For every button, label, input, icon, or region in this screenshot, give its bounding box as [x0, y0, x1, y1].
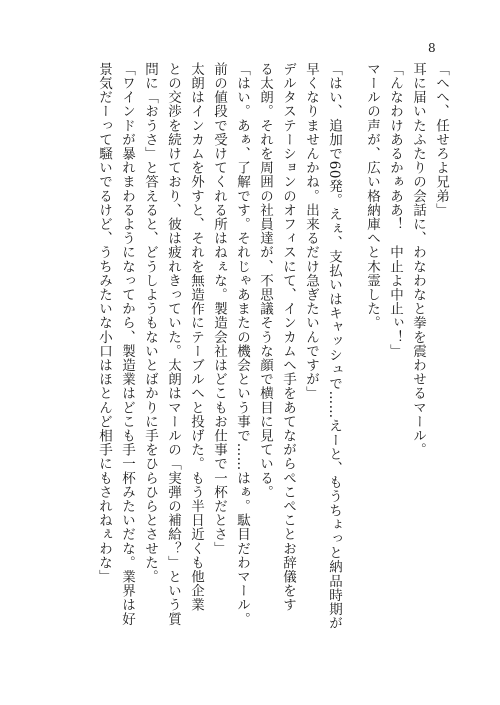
text-column: デルタステーションのオフィスにて、インカムへ手をあてながらぺこぺことお辞儀をす — [280, 62, 296, 612]
text-column: 景気だーって騒いでるけど、うちみたいな小口はほとんど相手にもされねぇわな」 — [96, 62, 112, 584]
text-column: る太朗。それを周囲の社員達が、不思議そうな顔で横目に見ている。 — [257, 62, 273, 500]
text-column: 「ワインドが暴れまわるようになってから、製造業はどこも手一杯みたいだな。業界は好 — [119, 62, 135, 626]
text-column: 早くなりませんかね。出来るだけ急ぎたいんですが」 — [303, 62, 319, 401]
text-column: 問に「おうさ」と答えると、どうしようもないとばかりに手をひらひらとさせた。 — [142, 62, 158, 584]
text-column: 「はい。あぁ、了解です。それじゃあまたの機会という事で……はぁ。駄目だわマール。 — [234, 62, 250, 626]
text-column: 「んなわけあるかぁああ！ 中止よ中止ぃ！」 — [387, 62, 403, 359]
vertical-text-block — [88, 62, 448, 662]
text-column: マールの声が、広い格納庫へと木霊した。 — [364, 62, 380, 330]
page-number: 8 — [428, 41, 436, 55]
text-column: 太朗はインカムを外すと、それを無造作にテーブルへと投げた。もう半日近くも他企業 — [188, 62, 204, 612]
text-column: 前の値段で受けてくれる所はねぇな。製造会社はどこもお仕事で一杯だとさ」 — [211, 62, 227, 556]
text-column: 「へへ、任せろよ兄弟」 — [433, 62, 449, 218]
text-column: との交渉を続けており、彼は疲れきっていた。太朗はマールの「実弾の補給？」という質 — [165, 62, 181, 626]
text-column: 耳に届いたふたりの会話に、わなわなと拳を震わせるマール。 — [410, 62, 426, 457]
text-column: 「はい、追加で60発。えぇ、支払いはキャッシュで……えーと、もうちょっと納品時期が — [326, 62, 342, 631]
